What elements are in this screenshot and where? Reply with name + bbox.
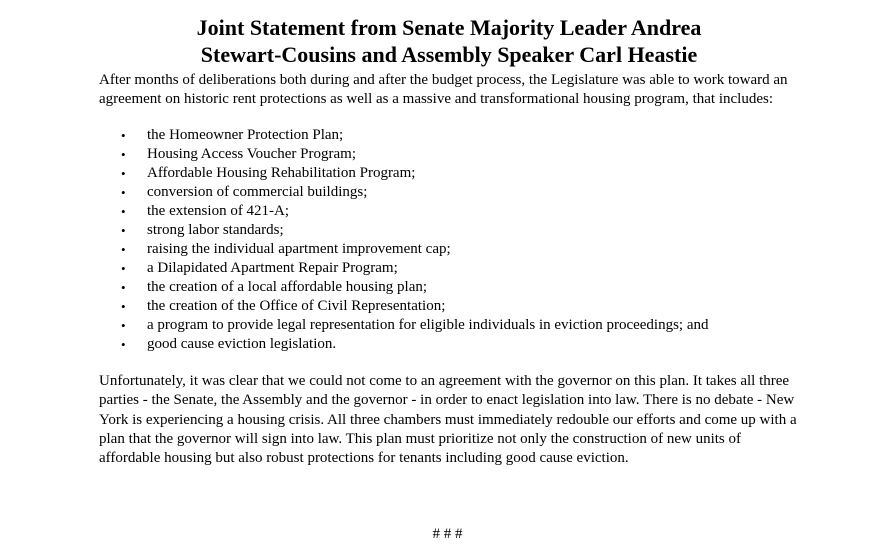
bullet-icon: • <box>121 222 126 238</box>
list-item-text: raising the individual apartment improvement cap; <box>147 240 451 257</box>
list-item <box>99 278 799 297</box>
bullet-icon: • <box>121 298 126 314</box>
bullet-icon: • <box>121 165 126 181</box>
list-item <box>99 316 799 335</box>
bullet-icon: • <box>121 241 126 257</box>
bullet-icon: • <box>121 317 126 333</box>
list-item-text: the extension of 421-A; <box>147 202 290 219</box>
document-title-line-1: Joint Statement from Senate Majority Leader Andrea <box>196 15 702 40</box>
list-item-text: the Homeowner Protection Plan; <box>147 126 344 143</box>
program-list <box>99 126 799 354</box>
intro-paragraph: After months of deliberations both during and after the budget process, the Legislature was able to work toward an agreement on historic rent protections as well as a massive and transformational housing program, that includes: <box>99 72 788 108</box>
list-item-text: the creation of the Office of Civil Representation; <box>147 297 446 314</box>
list-item <box>99 335 799 354</box>
list-item <box>99 183 799 202</box>
list-item-text: good cause eviction legislation. <box>147 335 337 352</box>
bullet-icon: • <box>121 336 126 352</box>
bullet-icon: • <box>121 203 126 219</box>
list-item <box>99 145 799 164</box>
list-item <box>99 297 799 316</box>
list-item-text: a program to provide legal representation for eligible individuals in eviction proceedings; and <box>147 316 709 333</box>
bullet-icon: • <box>121 184 126 200</box>
list-item <box>99 202 799 221</box>
list-item-text: conversion of commercial buildings; <box>147 183 368 200</box>
document-title-line-2: Stewart-Cousins and Assembly Speaker Carl Heastie <box>200 42 698 67</box>
list-item-text: the creation of a local affordable housing plan; <box>147 278 428 295</box>
list-item-text: Housing Access Voucher Program; <box>147 145 357 162</box>
bullet-icon: • <box>121 260 126 276</box>
list-item <box>99 240 799 259</box>
document-title <box>49 14 849 68</box>
bullet-icon: • <box>121 279 126 295</box>
list-item-text: strong labor standards; <box>147 221 284 238</box>
list-item-text: Affordable Housing Rehabilitation Program; <box>147 164 416 181</box>
list-item <box>99 126 799 145</box>
bullet-icon: • <box>121 127 126 143</box>
closing-paragraph: Unfortunately, it was clear that we could not come to an agreement with the governor on this plan. It takes all three parties - the Senate, the Assembly and the governor - in order to enact legislation into law. There is no debate - New York is experiencing a housing crisis. All three chambers must immediately redouble our efforts and come up with a plan that the governor will sign into law. This plan must prioritize not only the construction of new units of affordable housing but also robust protections for tenants including good cause eviction. <box>99 372 797 467</box>
statement-document <box>99 14 799 469</box>
list-item <box>99 164 799 183</box>
list-item-text: a Dilapidated Apartment Repair Program; <box>147 259 398 276</box>
bullet-icon: • <box>121 146 126 162</box>
list-item <box>99 259 799 278</box>
end-mark: # # # <box>432 526 463 542</box>
list-item <box>99 221 799 240</box>
